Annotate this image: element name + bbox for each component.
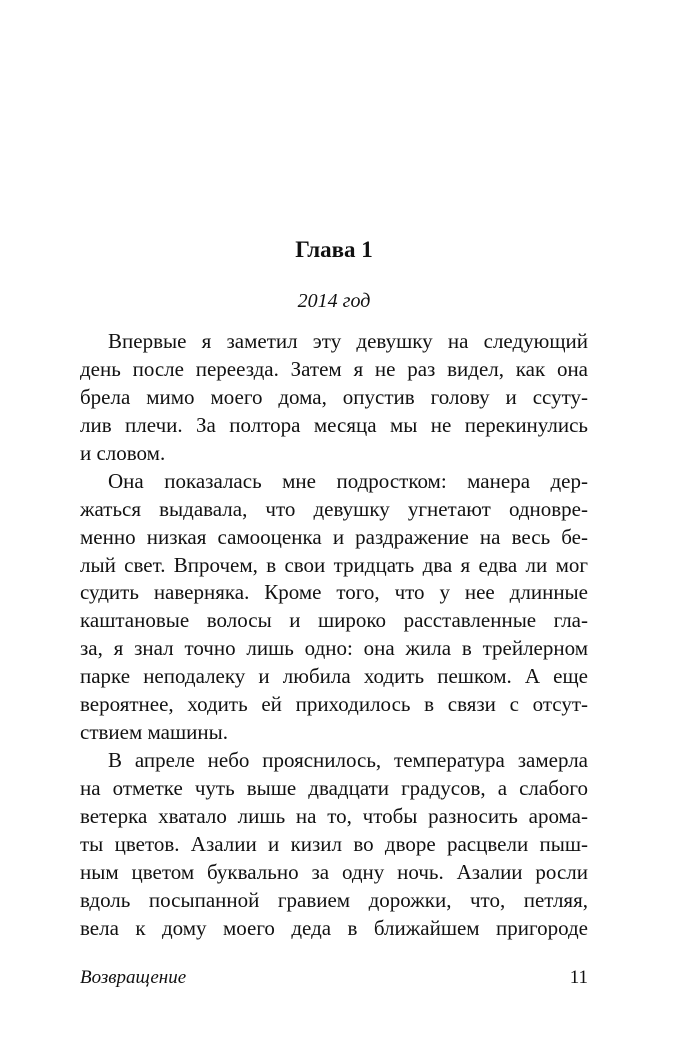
text-line: парке неподалеку и любила ходить пешком. А еще — [80, 664, 588, 689]
text-line: ты цветов. Азалии и кизил во дворе расцвели пыш- — [80, 831, 588, 856]
book-page — [80, 0, 588, 1063]
text-line: судить наверняка. Кроме того, что у нее длинные — [80, 580, 588, 605]
text-line: день после переезда. Затем я не раз видел, как она — [80, 356, 588, 381]
text-line: Она показалась мне подростком: манера дер- — [108, 468, 588, 493]
body-text — [80, 328, 588, 943]
text-line: лый свет. Впрочем, в свои тридцать два я едва ли мог — [80, 552, 588, 577]
text-line: вдоль посыпанной гравием дорожки, что, петляя, — [80, 887, 588, 912]
chapter-date: 2014 год — [297, 290, 371, 312]
text-line: на отметке чуть выше двадцати градусов, а слабого — [80, 776, 588, 800]
text-line: вела к дому моего деда в ближайшем пригороде — [80, 915, 588, 940]
page-footer — [80, 966, 588, 990]
page-number: 11 — [569, 967, 588, 988]
chapter-title: Глава 1 — [295, 237, 373, 262]
text-line: лив плечи. За полтора месяца мы не перекинулись — [80, 412, 588, 437]
text-line: жаться выдавала, что девушку угнетают одновре- — [80, 496, 588, 521]
text-line: и словом. — [80, 440, 166, 465]
text-line: В апреле небо прояснилось, температура замерла — [108, 748, 588, 773]
text-line: ветерка хватало лишь на то, чтобы разносить арома- — [80, 803, 588, 828]
text-line: каштановые волосы и широко расставленные гла- — [80, 608, 588, 633]
running-title: Возвращение — [80, 967, 187, 988]
text-line: ствием машины. — [80, 720, 228, 745]
text-line: менно низкая самооценка и раздражение на весь бе- — [80, 524, 588, 549]
text-line: за, я знал точно лишь одно: она жила в трейлерном — [80, 636, 588, 661]
text-line: вероятнее, ходить ей приходилось в связи с отсут- — [80, 692, 588, 717]
text-line: брела мимо моего дома, опустив голову и ссуту- — [80, 384, 588, 409]
text-line: ным цветом буквально за одну ночь. Азалии росли — [80, 859, 588, 884]
text-line: Впервые я заметил эту девушку на следующий — [108, 329, 588, 353]
